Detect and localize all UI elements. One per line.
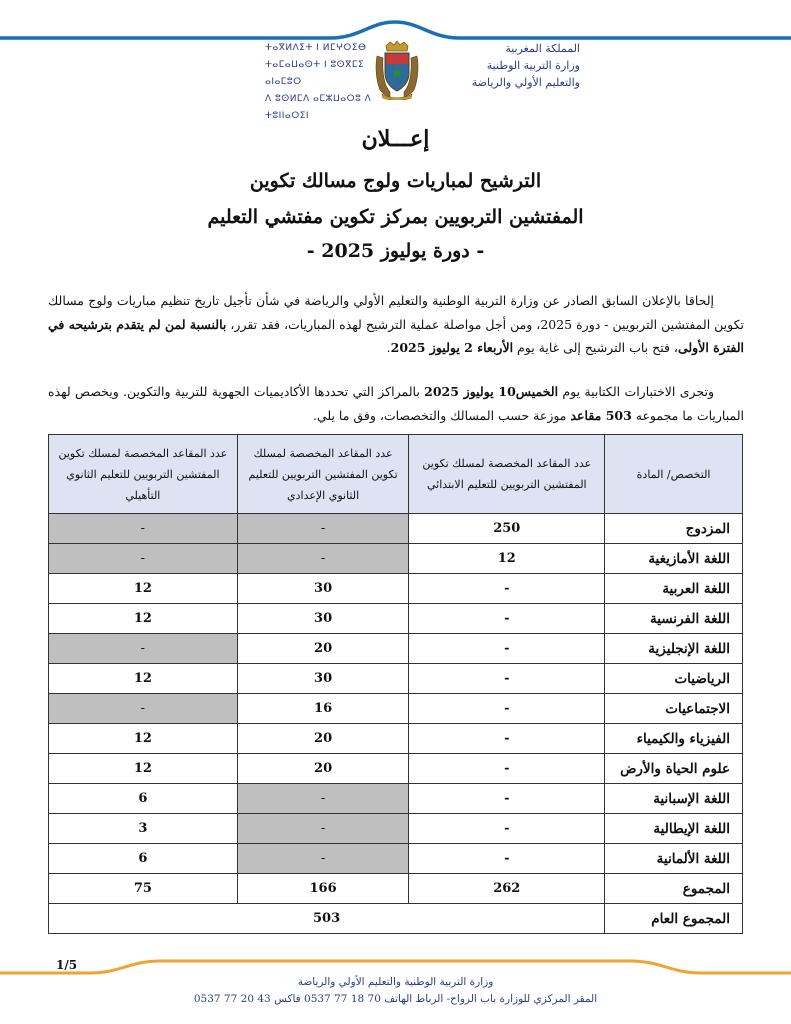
para1-bold-2: الأربعاء 2 يوليوز 2025 [390,340,514,355]
subject-cell: اللغة الفرنسية [605,604,743,634]
primary-cell: - [409,784,605,814]
total-label: المجموع [605,874,743,904]
tifinagh-line-3: ⴷ ⵓⵙⵍⵎⴷ ⴰⵎⵣⵡⴰⵔⵓ ⴷ ⵜⵓⵏⵏⴰⵔⵉⵏ [265,94,372,121]
primary-cell: - [409,664,605,694]
subject-cell: المزدوج [605,514,743,544]
table-row [49,814,743,844]
high-cell: - [49,694,238,724]
tifinagh-line-1: ⵜⴰⴳⵍⴷⵉⵜ ⵏ ⵍⵎⵖⵔⵉⴱ [265,43,367,53]
moroccan-coat-of-arms-icon [372,40,422,100]
para2-text-d: موزعة حسب المسالك والتخصصات، وفق ما يلي. [312,407,571,423]
intro-paragraph [48,289,744,360]
header-high: عدد المقاعد المخصصة لمسلك تكوين المفتشين التربويين للتعليم الثانوي التأهيلي [49,435,238,514]
middle-cell: 30 [237,574,409,604]
primary-cell: - [409,634,605,664]
table-row [49,604,743,634]
high-cell: 6 [49,784,238,814]
para2-bold-1: الخميس10 يوليوز 2025 [424,384,559,399]
table-row [49,724,743,754]
para2-bold-2: 503 مقاعد [570,407,632,423]
total-high: 75 [49,874,238,904]
high-cell: 12 [49,724,238,754]
middle-cell: - [237,544,409,574]
total-primary: 262 [409,874,605,904]
primary-cell: - [409,814,605,844]
table-row [49,664,743,694]
high-cell: 12 [49,574,238,604]
subject-cell: علوم الحياة والأرض [605,754,743,784]
header-middle: عدد المقاعد المخصصة لمسلك تكوين المفتشين التربويين للتعليم الثانوي الإعدادي [237,435,409,514]
middle-cell: - [237,814,409,844]
para2-text-c: بالمراكز التي تحددها الأكاديميات الجهوية للتربية والتكوين. ويخصص لهذه المباريات ما مجموعه [48,384,744,423]
tifinagh-line-2: ⵜⴰⵎⴰⵡⴰⵙⵜ ⵏ ⵓⵙⴳⵎⵉ ⴰⵏⴰⵎⵓⵔ [265,60,365,87]
top-wave-line [0,22,791,38]
seats-table [48,434,743,934]
grand-total-row [49,904,743,934]
high-cell: 12 [49,754,238,784]
middle-cell: - [237,784,409,814]
primary-cell: - [409,844,605,874]
header-ar-line-2: وزارة التربية الوطنية [486,59,580,72]
middle-cell: 30 [237,664,409,694]
table-row [49,844,743,874]
table-row [49,634,743,664]
middle-cell: 20 [237,754,409,784]
header-subject: التخصص/ المادة [605,435,743,514]
footer-ministry: وزارة التربية الوطنية والتعليم الأولي والرياضة [297,976,494,988]
announcement-title: إعـــلان [361,126,430,152]
high-cell: 6 [49,844,238,874]
subject-cell: اللغة الإنجليزية [605,634,743,664]
primary-cell: - [409,604,605,634]
middle-cell: 16 [237,694,409,724]
subject-cell: الرياضيات [605,664,743,694]
subject-cell: اللغة الأمازيغية [605,544,743,574]
para2-text-a: وتجرى الاختبارات الكتابية يوم [558,384,714,399]
table-row [49,784,743,814]
high-cell: 12 [49,604,238,634]
header-ar-line-1: المملكة المغربية [505,42,580,55]
high-cell: - [49,514,238,544]
subtitle-line-2: المفتشين التربويين بمركز تكوين مفتشي التعليم [207,206,584,228]
subtitle-line-1: الترشيح لمباريات ولوج مسالك تكوين [249,170,542,192]
high-cell: - [49,634,238,664]
table-row [49,544,743,574]
header-arabic [430,40,580,91]
total-middle: 166 [237,874,409,904]
para1-bold-1: بالنسبة لمن لم يتقدم بترشيحه في الفترة الأولى [48,316,744,355]
primary-cell: - [409,694,605,724]
grand-total-label: المجموع العام [605,904,743,934]
middle-cell: 20 [237,634,409,664]
high-cell: 3 [49,814,238,844]
subtitle-line-3: - دورة يوليوز 2025 - [306,240,485,262]
middle-cell: - [237,514,409,544]
subject-cell: اللغة العربية [605,574,743,604]
middle-cell: - [237,844,409,874]
para1-text-a: إلحاقا بالإعلان السابق الصادر عن وزارة التربية الوطنية والتعليم الأولي والرياضة في شأن تأجيل تاريخ تنظيم مباريات ولوج مسالك تكوين المفتشين التربويين - دورة 2025، ومن أجل مواصلة عملية الترشيح لهذه المباريات، فقد تقرر، [48,293,744,332]
middle-cell: 30 [237,604,409,634]
grand-total-value: 503 [49,904,605,934]
page-number: 1/5 [56,958,78,972]
subject-cell: اللغة الإيطالية [605,814,743,844]
primary-cell: 250 [409,514,605,544]
header-tifinagh [265,40,380,125]
primary-cell: 12 [409,544,605,574]
header-ar-line-3: والتعليم الأولي والرياضة [471,76,580,89]
table-row [49,574,743,604]
subject-cell: الفيزياء والكيمياء [605,724,743,754]
total-row [49,874,743,904]
table-row [49,754,743,784]
subject-cell: اللغة الإسبانية [605,784,743,814]
para1-text-d: . [386,340,391,355]
primary-cell: - [409,754,605,784]
footer-address: المقر المركزي للوزارة باب الرواح- الرباط الهاتف 70 18 77 0537 فاكس 43 20 77 0537 [193,993,598,1005]
table-body [49,514,743,874]
header-primary: عدد المقاعد المخصصة لمسلك تكوين المفتشين التربويين للتعليم الابتدائي [409,435,605,514]
middle-cell: 20 [237,724,409,754]
para1-text-c: ، فتح باب الترشيح إلى غاية يوم [513,340,678,355]
bottom-wave-line [0,961,791,973]
table-row [49,514,743,544]
exam-paragraph [48,380,744,427]
primary-cell: - [409,724,605,754]
subject-cell: اللغة الألمانية [605,844,743,874]
table-row [49,694,743,724]
table-header-row [49,435,743,514]
high-cell: - [49,544,238,574]
high-cell: 12 [49,664,238,694]
subject-cell: الاجتماعيات [605,694,743,724]
primary-cell: - [409,574,605,604]
